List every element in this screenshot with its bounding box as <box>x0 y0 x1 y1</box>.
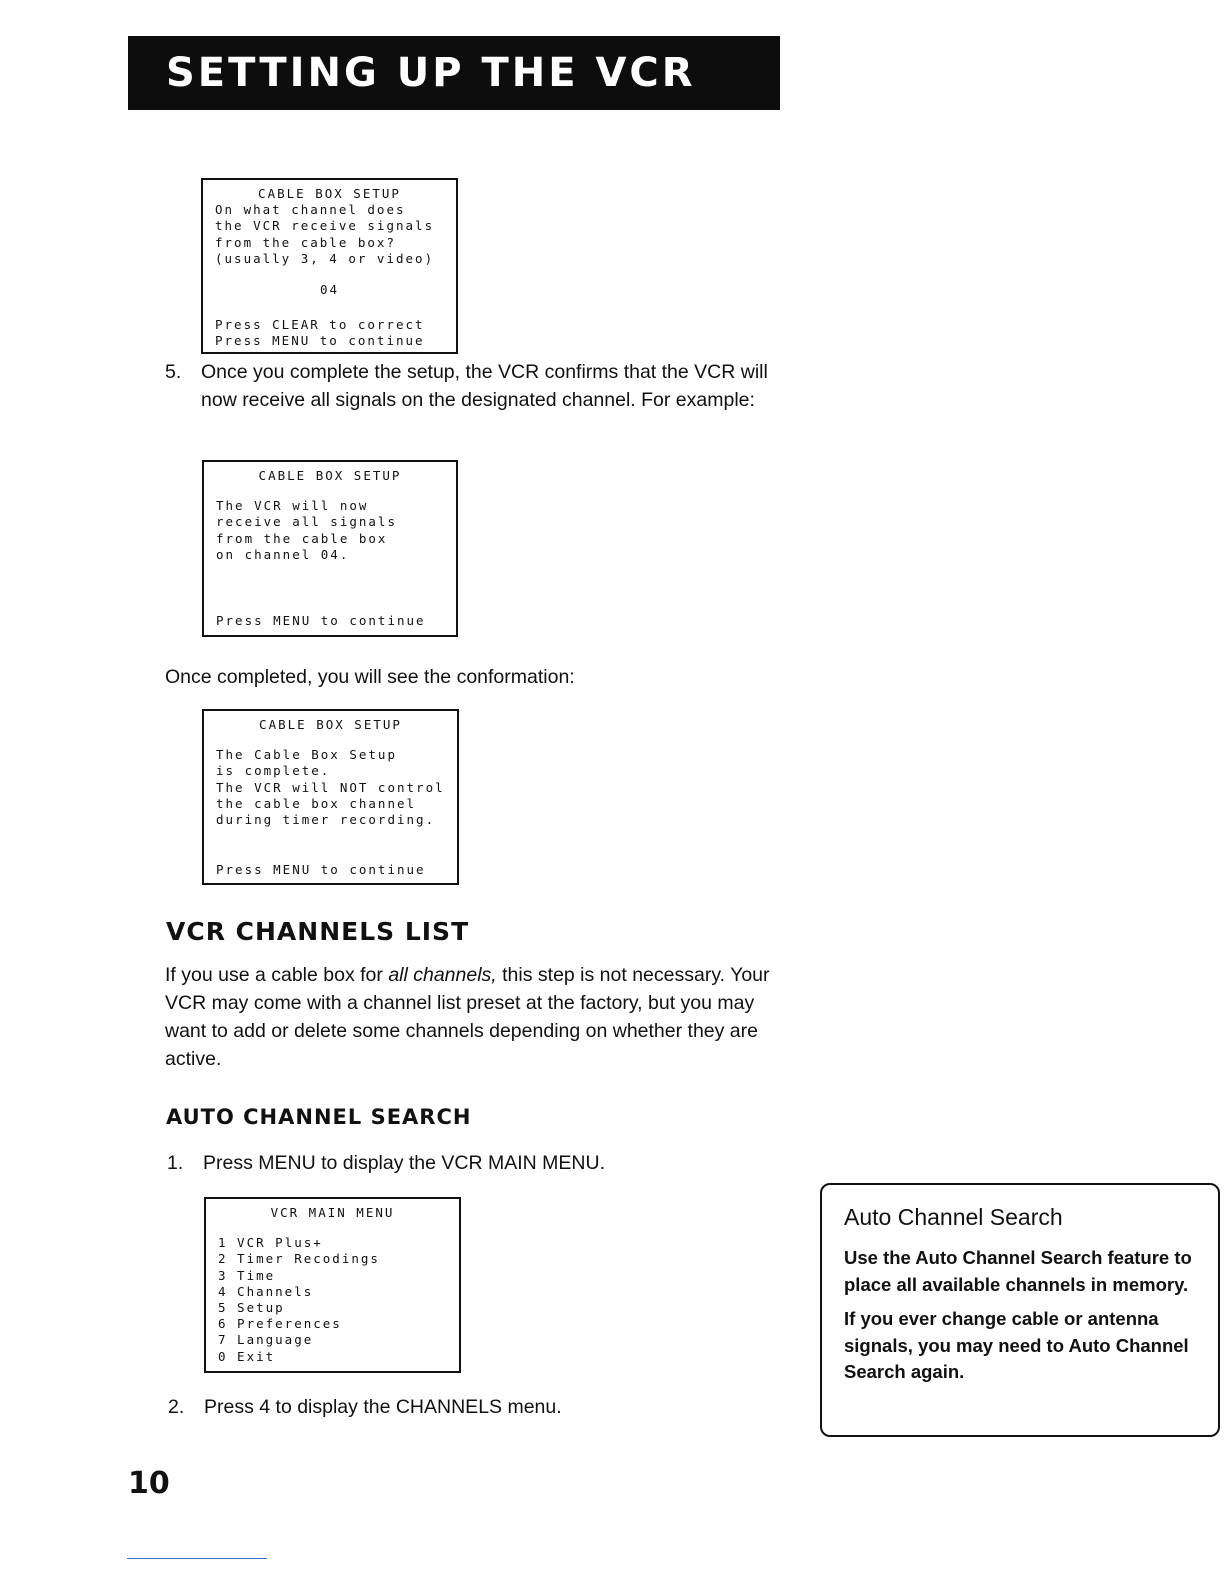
channels-list-paragraph <box>165 961 775 1073</box>
step-number: 5. <box>165 361 182 383</box>
menu-item: 5 Setup <box>218 1299 285 1315</box>
sidebar-note <box>820 1183 1220 1437</box>
channel-value: 04 <box>319 281 340 297</box>
channels-list-heading: VCR CHANNELS LIST <box>166 917 470 946</box>
screen-line: On what channel does <box>215 202 406 218</box>
menu-item: 6 Preferences <box>218 1316 342 1332</box>
step-number: 1. <box>167 1152 184 1174</box>
paragraph-text: this step is not necessary. Your VCR may come with a channel list preset at the factory, but you may want to add or delete some channels depending on whether they are active. <box>165 964 770 1070</box>
screen-line: is complete. <box>216 763 331 779</box>
screen-footer: Press MENU to continue <box>216 613 426 628</box>
screen-line: The Cable Box Setup <box>216 747 397 763</box>
menu-item: 2 Timer Recodings <box>218 1251 380 1267</box>
sidebar-title: Auto Channel Search <box>844 1204 1063 1230</box>
step-text: Press 4 to display the CHANNELS menu. <box>204 1396 562 1418</box>
screen-line: from the cable box? <box>215 234 396 250</box>
cable-box-setup-screen-complete <box>202 709 459 885</box>
screen-footer: Press MENU to continue <box>215 333 425 348</box>
screen-title: VCR MAIN MENU <box>270 1205 395 1220</box>
footer-rule <box>127 1558 267 1559</box>
screen-line: receive all signals <box>216 514 397 530</box>
screen-line: from the cable box <box>216 530 388 546</box>
page-title: SETTING UP THE VCR <box>166 50 696 96</box>
sidebar-paragraph: If you ever change cable or antenna signals, you may need to Auto Channel Search again. <box>844 1308 1189 1382</box>
screen-line: The VCR will now <box>216 498 369 514</box>
paragraph-emphasis: all channels, <box>388 964 497 986</box>
step-2 <box>168 1393 808 1423</box>
menu-item: 4 Channels <box>218 1283 314 1299</box>
cable-box-setup-screen-confirm <box>202 460 458 637</box>
sidebar-paragraph: Use the Auto Channel Search feature to place all available channels in memory. <box>844 1247 1192 1295</box>
step-number: 2. <box>168 1396 185 1418</box>
screen-line: the VCR receive signals <box>215 218 435 234</box>
vcr-main-menu-screen <box>204 1197 461 1373</box>
screen-line: (usually 3, 4 or video) <box>215 250 435 266</box>
cable-box-setup-screen-channel <box>201 178 458 354</box>
menu-item: 3 Time <box>218 1267 276 1283</box>
screen-line: the cable box channel <box>216 795 417 811</box>
page-number: 10 <box>128 1466 170 1501</box>
step-text: Once you complete the setup, the VCR confirms that the VCR will now receive all signals on the designated channel. For example: <box>201 361 768 411</box>
menu-item: 7 Language <box>218 1332 314 1348</box>
paragraph-text: If you use a cable box for <box>165 964 389 986</box>
screen-line: during timer recording. <box>216 811 436 827</box>
step-5 <box>165 358 805 448</box>
header-bar <box>128 36 780 110</box>
step-text: Press MENU to display the VCR MAIN MENU. <box>203 1152 606 1174</box>
screen-title: CABLE BOX SETUP <box>258 186 401 201</box>
completed-text: Once completed, you will see the conformation: <box>165 666 575 688</box>
screen-title: CABLE BOX SETUP <box>258 468 402 483</box>
step-1 <box>167 1149 807 1179</box>
menu-item: 1 VCR Plus+ <box>218 1235 323 1251</box>
screen-title: CABLE BOX SETUP <box>259 717 402 732</box>
screen-line: The VCR will NOT control <box>216 779 445 795</box>
auto-search-heading: AUTO CHANNEL SEARCH <box>166 1105 472 1129</box>
screen-footer: Press CLEAR to correct <box>215 317 425 332</box>
screen-line: on channel 04. <box>216 546 350 562</box>
screen-footer: Press MENU to continue <box>216 862 426 877</box>
menu-item: 0 Exit <box>218 1348 276 1364</box>
